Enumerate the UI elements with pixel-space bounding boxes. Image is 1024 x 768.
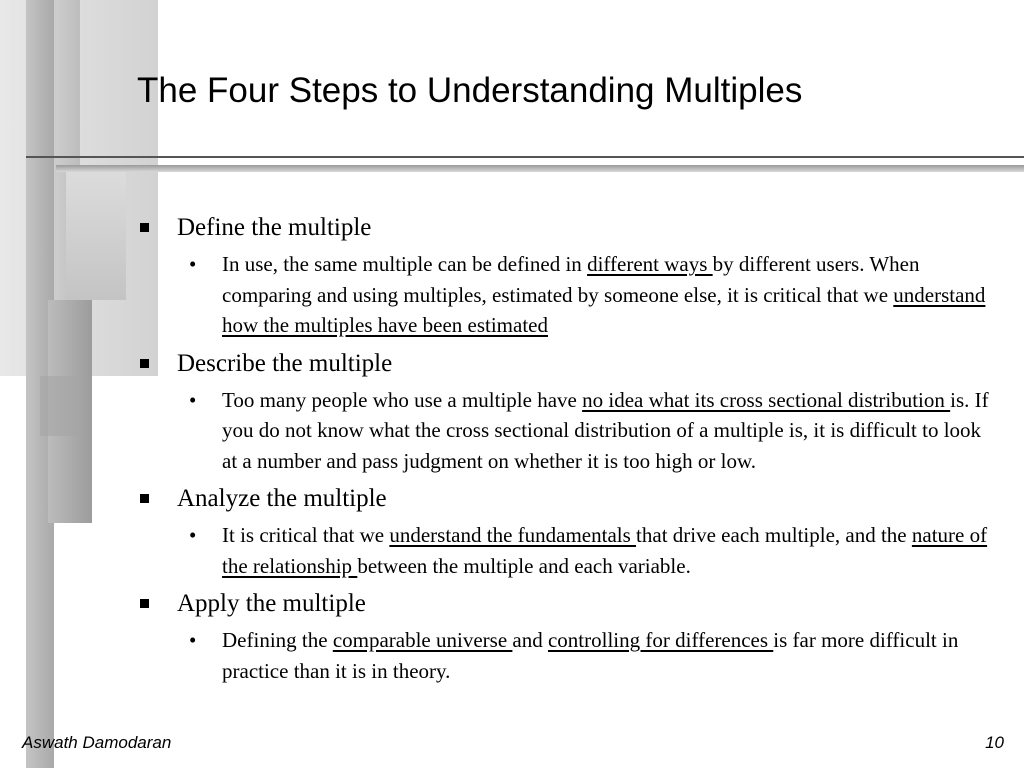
background-bar — [40, 376, 80, 436]
sub-bullet-text — [222, 252, 985, 337]
text-run: is. If you do not know what the cross sectional distribution of a multiple is, it is difficult to look at a number and pass judgment on whether it is too high or low. — [222, 387, 989, 473]
sub-bullet-text — [222, 628, 958, 683]
bullet-heading: Analyze the multiple — [177, 485, 387, 512]
square-bullet-icon — [140, 599, 149, 608]
bullet-heading: Apply the multiple — [177, 590, 366, 617]
bullet-item — [138, 588, 998, 620]
underlined-phrase: no idea what its cross sectional distribution — [582, 387, 951, 412]
slide-title: The Four Steps to Understanding Multiples — [137, 71, 803, 110]
text-run: Too many people who use a multiple have — [222, 387, 583, 412]
round-bullet-icon: • — [189, 252, 197, 276]
page-number: 10 — [985, 733, 1004, 752]
sub-bullet — [138, 520, 998, 581]
sub-bullet-text — [222, 388, 989, 473]
sub-bullet — [138, 385, 998, 477]
background-bar — [66, 170, 126, 300]
title-divider-shadow — [56, 165, 1024, 172]
bullet-list — [138, 212, 998, 686]
footer-author: Aswath Damodaran — [22, 733, 172, 752]
underlined-phrase: different ways — [587, 252, 713, 276]
underlined-phrase: understand the fundamentals — [389, 523, 637, 547]
square-bullet-icon — [140, 359, 149, 368]
text-run: In use, the same multiple can be defined in — [222, 252, 588, 276]
text-run: is far more difficult in practice than it is in theory. — [222, 628, 959, 683]
square-bullet-icon — [140, 494, 149, 503]
round-bullet-icon: • — [189, 387, 197, 412]
underlined-phrase: controlling for differences — [547, 628, 774, 652]
underlined-phrase: understand how the multiples have been estimated — [222, 282, 986, 337]
text-run: that drive each multiple, and the — [636, 523, 912, 547]
square-bullet-icon — [140, 223, 149, 232]
bullet-heading: Describe the multiple — [177, 349, 393, 377]
underlined-phrase: comparable universe — [332, 628, 513, 652]
sub-bullet — [138, 249, 998, 341]
bullet-item — [138, 348, 998, 380]
text-run: and — [512, 628, 548, 652]
text-run: between the multiple and each variable. — [357, 553, 691, 578]
bullet-heading: Define the multiple — [177, 214, 372, 241]
bullet-item — [138, 212, 998, 244]
title-divider — [26, 156, 1024, 158]
underlined-phrase: nature of the relationship — [222, 523, 988, 578]
bullet-item — [138, 483, 998, 515]
round-bullet-icon: • — [189, 523, 197, 547]
text-run: It is critical that we — [222, 523, 390, 547]
round-bullet-icon: • — [189, 628, 197, 652]
sub-bullet-text — [222, 523, 987, 578]
text-run: by different users. When comparing and using multiples, estimated by someone else, it is critical that we — [222, 252, 920, 307]
sub-bullet — [138, 625, 998, 686]
text-run: Defining the — [222, 628, 333, 652]
